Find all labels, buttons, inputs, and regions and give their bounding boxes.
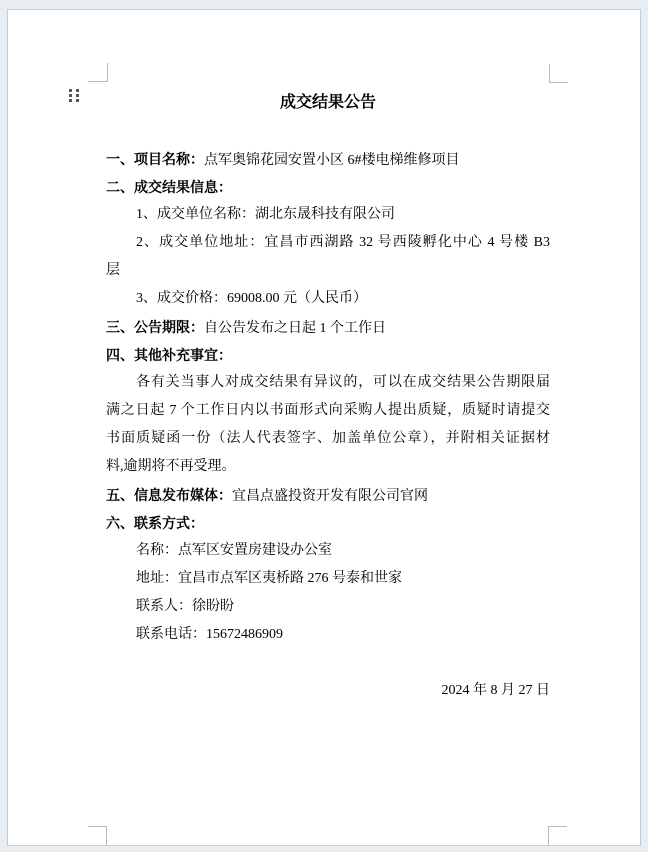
blank-line xyxy=(106,117,550,145)
section2-label: 二、成交结果信息： xyxy=(106,179,232,195)
section3-label: 三、公告期限： xyxy=(106,319,204,335)
drag-handle-icon[interactable] xyxy=(69,89,79,102)
line-winning-unit-address-2: 层 xyxy=(106,263,120,278)
section4-label: 四、其他补充事宜： xyxy=(106,347,232,363)
margin-mark-bottom-right xyxy=(548,826,567,845)
page-title: 成交结果公告 xyxy=(279,94,376,111)
margin-mark-bottom-left xyxy=(88,826,107,845)
line-section2-heading xyxy=(106,173,550,201)
line-date: 2024 年 8 月 27 日 xyxy=(441,683,550,698)
margin-mark-top-left xyxy=(88,63,108,82)
document-page[interactable] xyxy=(7,9,641,846)
margin-mark-top-right xyxy=(549,64,568,83)
line-contact-person: 联系人：徐盼盼 xyxy=(136,599,234,614)
section3-value: 自公告发布之日起 1 个工作日 xyxy=(204,321,386,336)
line-section5-media xyxy=(106,481,550,509)
section6-label: 六、联系方式： xyxy=(106,515,204,531)
line-winning-price: 3、成交价格：69008.00 元（人民币） xyxy=(136,291,367,306)
line-contact-address: 地址：宜昌市点军区夷桥路 276 号泰和世家 xyxy=(136,571,402,586)
line-section1-project-name xyxy=(106,145,550,173)
line-winning-unit-address-1: 2、成交单位地址：宜昌市西湖路 32 号西陵孵化中心 4 号楼 B3 xyxy=(136,235,550,250)
document-content[interactable] xyxy=(106,89,550,705)
section5-value: 宜昌点盛投资开发有限公司官网 xyxy=(232,489,428,504)
line-supplement-3: 书面质疑函一份（法人代表签字、加盖单位公章），并附相关证据材 xyxy=(106,431,550,446)
blank-line xyxy=(106,649,550,677)
line-winning-unit-name: 1、成交单位名称：湖北东晟科技有限公司 xyxy=(136,207,395,222)
line-section3-announcement-period xyxy=(106,313,550,341)
line-section6-heading xyxy=(106,509,550,537)
section1-value: 点军奥锦花园安置小区 6#楼电梯维修项目 xyxy=(204,153,460,168)
section5-label: 五、信息发布媒体： xyxy=(106,487,232,503)
line-contact-phone: 联系电话：15672486909 xyxy=(136,627,283,642)
line-section4-heading xyxy=(106,341,550,369)
line-supplement-2: 满之日起 7 个工作日内以书面形式向采购人提出质疑，质疑时请提交 xyxy=(106,403,550,418)
line-supplement-1: 各有关当事人对成交结果有异议的，可以在成交结果公告期限届 xyxy=(136,375,550,390)
line-contact-name: 名称：点军区安置房建设办公室 xyxy=(136,543,332,558)
line-supplement-4: 料,逾期将不再受理。 xyxy=(106,459,236,474)
section1-label: 一、项目名称： xyxy=(106,151,204,167)
